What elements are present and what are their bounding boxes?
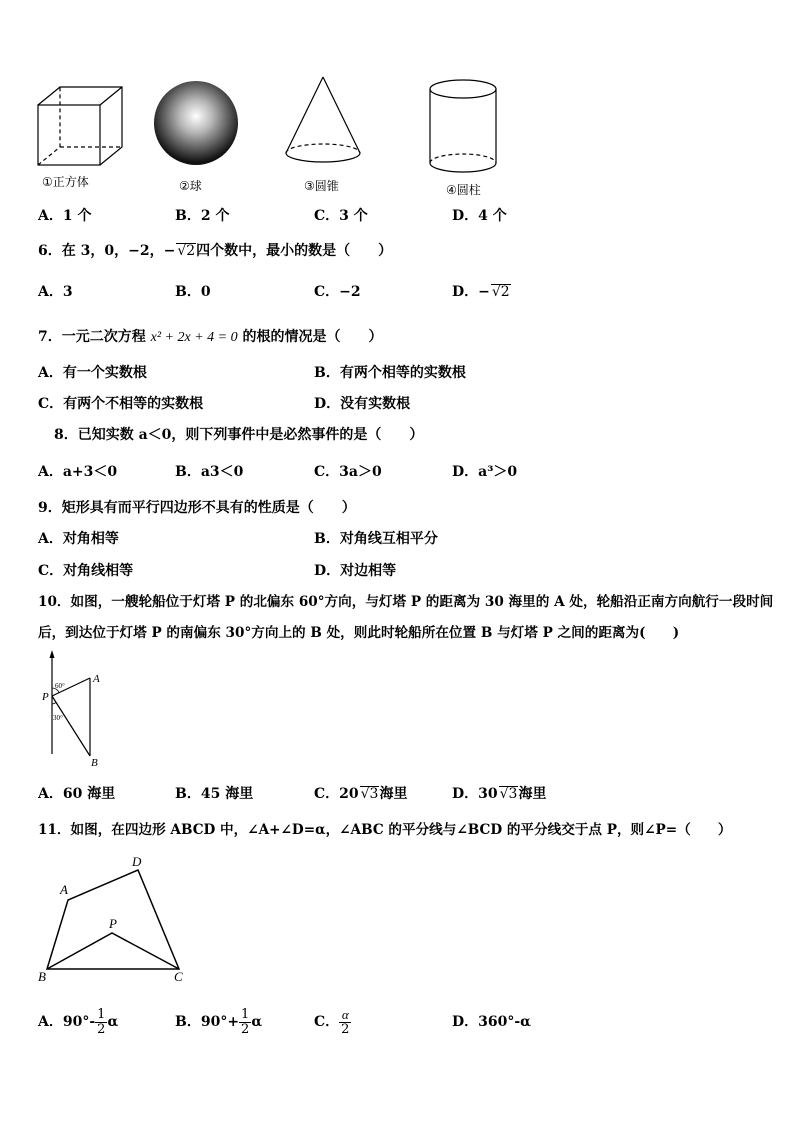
- q6-stem-pre: 6．在 3，0，−2，−: [38, 243, 176, 259]
- q6-option-b: B．0: [175, 284, 211, 300]
- q6-option-d-radical: √2: [491, 284, 510, 300]
- q10-figure: [40, 650, 115, 770]
- q11-label-a: A: [60, 882, 68, 897]
- q5-option-d: D．4 个: [452, 208, 507, 224]
- caption-cube: ①正方体: [42, 175, 89, 189]
- q11-option-c-numerator: α: [339, 1008, 351, 1023]
- q8-option-c: C．3a＞0: [314, 464, 382, 480]
- q7-stem-post: 的根的情况是（ ）: [237, 329, 383, 345]
- q11-option-b: [175, 1004, 262, 1040]
- solid-figures-row: [30, 75, 510, 200]
- q11-option-b-numerator: 1: [241, 1006, 250, 1022]
- cone-figure: [286, 77, 360, 162]
- q10-option-c-pre: C．20: [314, 786, 359, 802]
- q10-label-a: A: [93, 673, 100, 685]
- q6-stem-radicand: 2: [186, 243, 196, 259]
- q9-stem: 9．矩形具有而平行四边形不具有的性质是（ ）: [38, 500, 356, 516]
- q9-option-c: C．对角线相等: [38, 563, 134, 579]
- q11-figure: [30, 848, 200, 988]
- q11-label-p: P: [109, 916, 117, 931]
- caption-sphere: ②球: [179, 179, 202, 193]
- q5-option-c: C．3 个: [314, 208, 368, 224]
- q5-option-b: B．2 个: [175, 208, 230, 224]
- q10-option-d-radicand: 3: [508, 786, 518, 802]
- q10-north-arrow: [50, 650, 55, 658]
- q11-option-a-numerator: 1: [97, 1006, 106, 1022]
- q7-equation: x² + 2x + 4 = 0: [150, 330, 238, 345]
- q10-option-d-radical: √3: [499, 786, 518, 802]
- q10-option-b: B．45 海里: [175, 786, 254, 802]
- q9-option-d: D．对边相等: [314, 563, 397, 579]
- cube-figure: [38, 87, 122, 165]
- q10-angle-60: 60°: [55, 682, 65, 690]
- q11-option-a-denominator: 2: [97, 1021, 106, 1037]
- q10-option-c: [314, 785, 407, 803]
- q10-label-b: B: [91, 757, 98, 769]
- q11-option-c-fraction: [339, 1008, 351, 1037]
- q10-segment-pb: [52, 696, 90, 756]
- q7-option-b: B．有两个相等的实数根: [314, 365, 466, 381]
- q11-option-c: [314, 1004, 351, 1040]
- q7-stem-pre: 7．一元二次方程: [38, 329, 151, 345]
- q11-label-d: D: [132, 854, 142, 869]
- q6-option-a: A．3: [38, 284, 73, 300]
- q10-label-p: P: [42, 691, 49, 703]
- q11-option-a-pre: A．90°-: [38, 1014, 96, 1030]
- q8-option-a: A．a+3＜0: [38, 464, 118, 480]
- caption-cone: ③圆锥: [304, 179, 339, 193]
- q10-option-c-post: 海里: [379, 786, 408, 802]
- q10-stem-line1: 10．如图，一艘轮船位于灯塔 P 的北偏东 60°方向，与灯塔 P 的距离为 30 海里的 A 处，轮船沿正南方向航行一段时间: [38, 594, 774, 610]
- q5-option-a: A．1 个: [38, 208, 92, 224]
- q6-option-d-radicand: 2: [500, 284, 510, 300]
- q11-stem: 11．如图，在四边形 ABCD 中，∠A+∠D=α，∠ABC 的平分线与∠BCD 的平分线交于点 P，则∠P=（ ）: [38, 822, 732, 838]
- caption-cylinder: ④圆柱: [446, 183, 481, 197]
- q8-stem: 8．已知实数 a＜0，则下列事件中是必然事件的是（ ）: [54, 427, 424, 443]
- q6-option-d-pre: D．−: [452, 284, 490, 300]
- q10-option-d-pre: D．30: [452, 786, 498, 802]
- q7-option-a: A．有一个实数根: [38, 365, 147, 381]
- q9-option-a: A．对角相等: [38, 531, 119, 547]
- q11-option-a: [38, 1004, 118, 1040]
- q10-option-d-post: 海里: [518, 786, 547, 802]
- q6-stem: [38, 242, 392, 260]
- q11-bisectors-bp-cp: [47, 933, 179, 969]
- q10-stem-line2: 后，到达位于灯塔 P 的南偏东 30°方向上的 B 处，则此时轮船所在位置 B 与灯塔 P 之间的距离为( ): [38, 625, 680, 641]
- q10-option-c-radical: √3: [360, 786, 379, 802]
- cylinder-figure: [430, 80, 496, 172]
- q10-option-d: [452, 785, 546, 803]
- q10-option-a: A．60 海里: [38, 786, 116, 802]
- q7-stem: [38, 328, 382, 347]
- q6-stem-post: 四个数中，最小的数是（ ）: [196, 243, 393, 259]
- q8-option-b: B．a3＜0: [175, 464, 244, 480]
- q11-option-c-pre: C．: [314, 1014, 340, 1030]
- q9-option-b: B．对角线互相平分: [314, 531, 438, 547]
- q10-option-c-radicand: 3: [369, 786, 379, 802]
- q6-stem-radical: √2: [177, 243, 196, 259]
- q6-option-d: [452, 283, 511, 301]
- q11-option-b-pre: B．90°+: [175, 1014, 240, 1030]
- q11-option-b-denominator: 2: [241, 1021, 250, 1037]
- q11-label-b: B: [38, 969, 46, 984]
- q10-angle-30: 30°: [53, 714, 63, 722]
- solid-figures-illustration: [30, 75, 510, 200]
- q11-option-d: D．360°-α: [452, 1014, 531, 1030]
- q11-option-b-post: α: [251, 1014, 263, 1030]
- q6-option-c: C．−2: [314, 284, 361, 300]
- q11-label-c: C: [174, 969, 183, 984]
- q11-option-a-fraction: [95, 1008, 107, 1037]
- sphere-figure: [154, 81, 238, 165]
- q11-option-c-denominator: 2: [341, 1021, 350, 1037]
- q7-option-c: C．有两个不相等的实数根: [38, 396, 204, 412]
- q7-option-d: D．没有实数根: [314, 396, 411, 412]
- q11-option-b-fraction: [239, 1008, 251, 1037]
- q8-option-d: D．a³＞0: [452, 464, 518, 480]
- q11-option-a-post: α: [107, 1014, 119, 1030]
